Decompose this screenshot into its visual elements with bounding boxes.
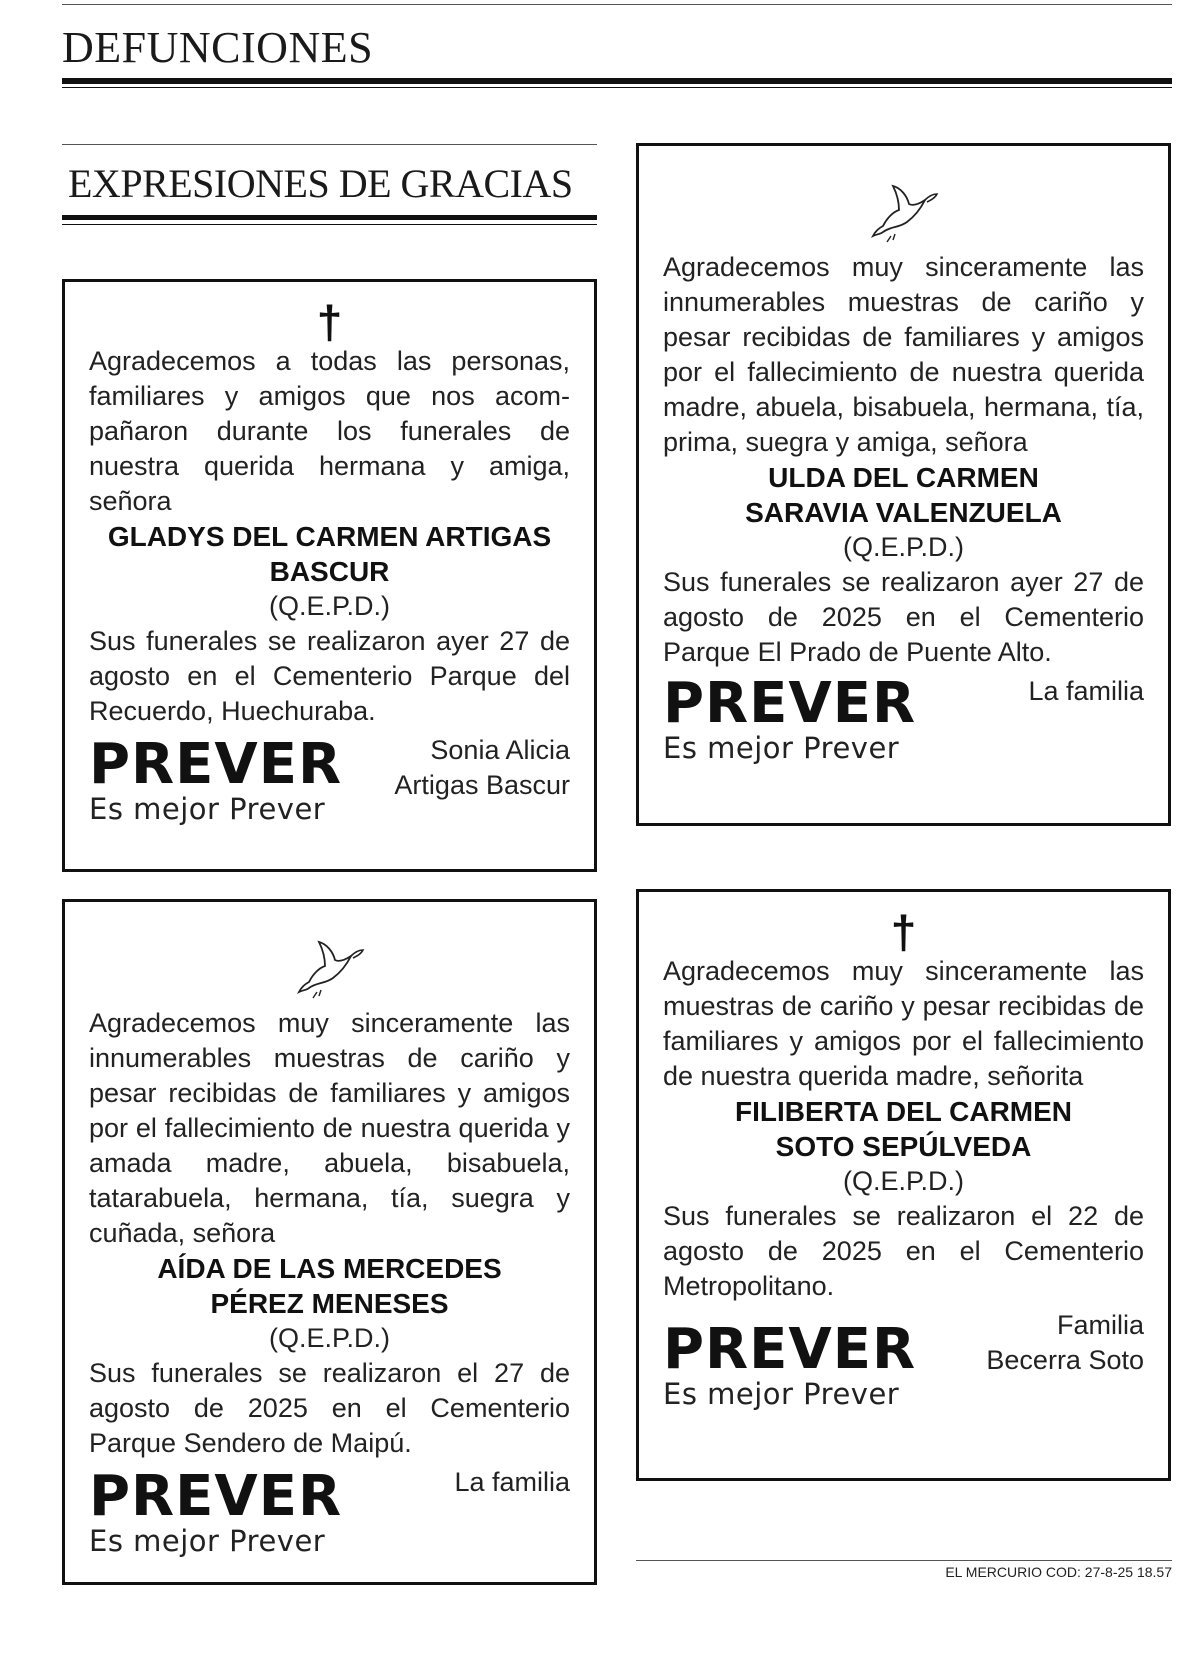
qepd-label: (Q.E.P.D.)	[268, 591, 391, 621]
funeral-details: Sus funerales se realizaron ayer 27 de agosto en el Cementerio Parque del Recuerdo, Huechuraba.	[89, 626, 570, 726]
funeral-details: Sus funerales se realizaron el 27 de agosto de 2025 en el Cementerio Parque Sendero de Maipú.	[89, 1358, 570, 1458]
subsection-thick-rule	[62, 215, 597, 220]
funeral-details: Sus funerales se realizaron el 22 de agosto de 2025 en el Cementerio Metropolitano.	[663, 1201, 1144, 1301]
qepd-label: (Q.E.P.D.)	[842, 1166, 965, 1196]
prever-logo: PREVER Es mejor Prever	[663, 1317, 917, 1411]
deceased-name-line2: PÉREZ MENESES	[210, 1288, 449, 1319]
dove-icon	[663, 182, 1144, 250]
notice-soto	[636, 889, 1171, 1481]
notice-intro: Agradecemos muy sinceramente las muestras de cariño y pesar recibidas de familiares y amigos por el fallecimiento de nuestra querida madre, señorita	[663, 956, 1144, 1091]
notice-saravia	[636, 143, 1171, 826]
deceased-name-line2: SOTO SEPÚLVEDA	[775, 1131, 1032, 1162]
section-title: DEFUNCIONES	[62, 23, 374, 72]
notice-footer	[663, 1308, 1144, 1411]
qepd-label: (Q.E.P.D.)	[842, 532, 965, 562]
qepd-label: (Q.E.P.D.)	[268, 1323, 391, 1353]
deceased-name-line1: ULDA DEL CARMEN	[768, 462, 1039, 493]
notice-intro: Agradecemos muy sinceramente las innumerables muestras de cariño y pesar recibidas de familiares y amigos por el fallecimiento de nuestra querida madre, abuela, bisabuela, hermana, tía, prima, suegra y amiga, señora	[663, 252, 1144, 457]
notice-footer	[89, 733, 570, 833]
signature: Familia Becerra Soto	[986, 1310, 1144, 1375]
notice-intro: Agradecemos muy sinceramente las innumerables muestras de cariño y pesar recibidas de familiares y amigos por el fallecimiento de nuestra querida y amada madre, abuela, bisabuela, tatarabuela, hermana, tía, suegra y cuñada, señora	[89, 1008, 570, 1248]
notice-footer	[89, 1465, 570, 1565]
deceased-name-line1: FILIBERTA DEL CARMEN	[734, 1096, 1073, 1127]
signature: Sonia Alicia Artigas Bascur	[394, 735, 570, 800]
print-code: EL MERCURIO COD: 27-8-25 18.57	[945, 1564, 1172, 1580]
prever-logo: PREVER Es mejor Prever	[89, 1464, 343, 1558]
subsection-thin-rule	[62, 224, 597, 225]
funeral-details: Sus funerales se realizaron ayer 27 de agosto de 2025 en el Cementerio Parque El Prado de Puente Alto.	[663, 567, 1144, 667]
header-thin-rule	[62, 87, 1172, 88]
prever-logo: PREVER Es mejor Prever	[663, 671, 917, 765]
notice-perez	[62, 899, 597, 1585]
prever-logo: PREVER Es mejor Prever	[89, 732, 343, 826]
dove-icon	[89, 938, 570, 1006]
header-top-rule	[62, 4, 1172, 5]
cross-icon: †	[890, 906, 917, 958]
notice-artigas	[62, 279, 597, 872]
print-code-rule	[636, 1560, 1172, 1561]
deceased-name-line2: SARAVIA VALENZUELA	[745, 497, 1062, 528]
notice-intro: Agradecemos a todas las personas, familiares y amigos que nos acompañaron durante los funerales de nuestra querida hermana y amiga, señora	[89, 346, 570, 516]
deceased-name-line1: GLADYS DEL CARMEN ARTIGAS	[107, 521, 552, 552]
header-thick-rule	[62, 78, 1172, 84]
deceased-name-line1: AÍDA DE LAS MERCEDES	[157, 1253, 502, 1284]
signature: La familia	[454, 1467, 570, 1497]
subsection-top-rule	[62, 144, 597, 145]
cross-icon: †	[316, 296, 343, 348]
notice-footer	[663, 671, 1144, 770]
signature: La familia	[1028, 676, 1144, 706]
deceased-name-line2: BASCUR	[269, 556, 390, 587]
subsection-title: EXPRESIONES DE GRACIAS	[68, 161, 573, 206]
